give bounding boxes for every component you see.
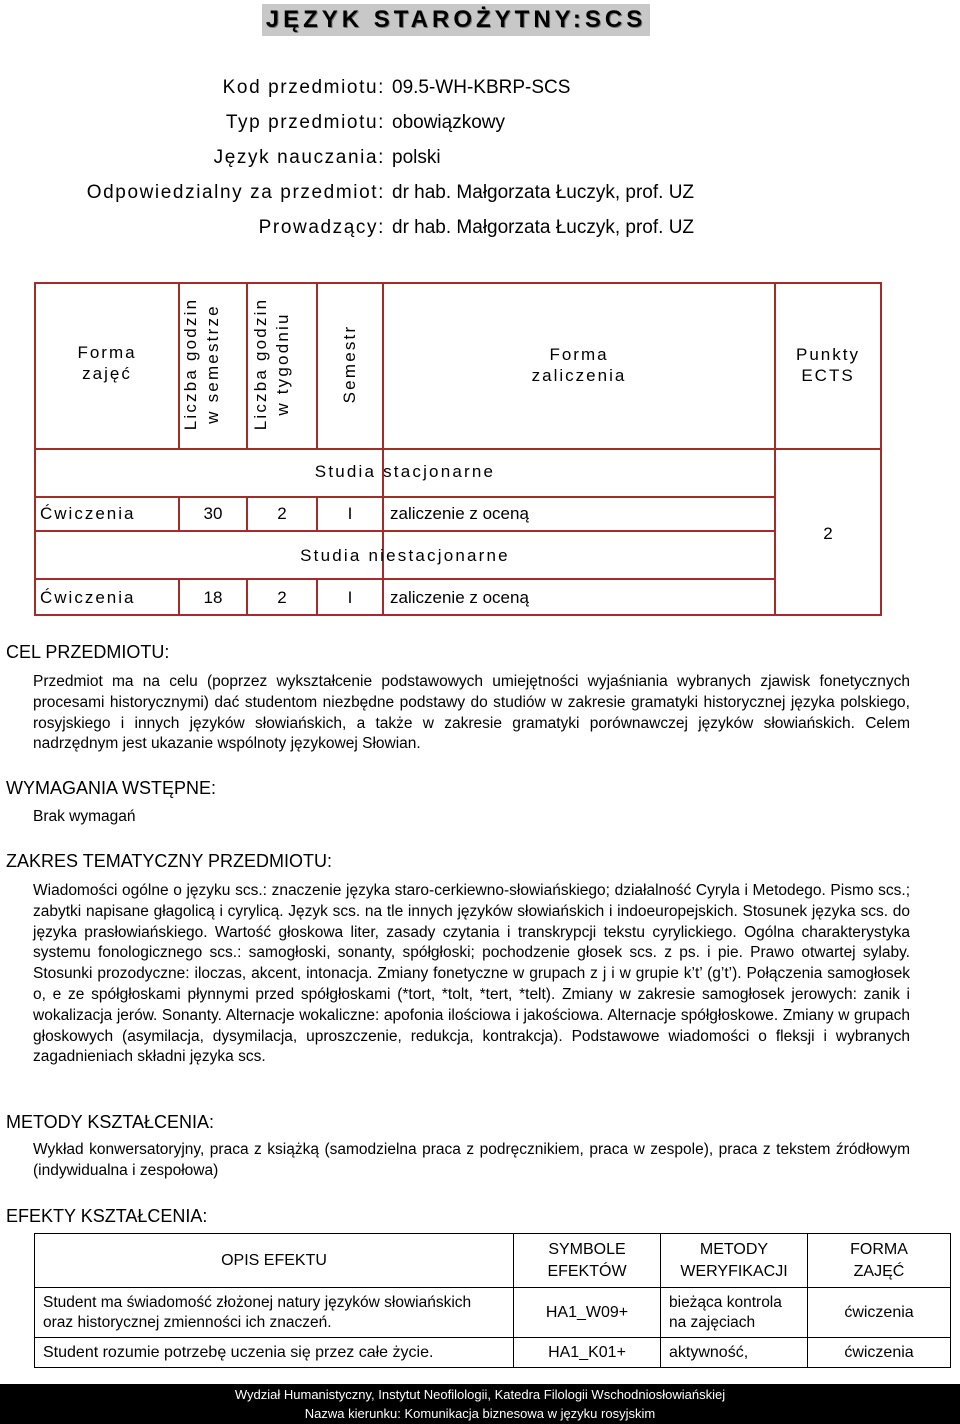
row-stac-forma: Ćwiczenia [40, 504, 136, 523]
header-text: w semestrze [203, 304, 222, 424]
row-stac-zaliczenie: zaliczenie z oceną [390, 504, 529, 523]
row-niestac-godz-sem: 18 [203, 588, 223, 607]
efekt-symbol: HA1_W09+ [514, 1288, 661, 1338]
label-niestacjonarne: Studia niestacjonarne [300, 546, 510, 565]
table-row [35, 1338, 951, 1368]
header-text: Semestr [340, 324, 359, 404]
info-value: dr hab. Małgorzata Łuczyk, prof. UZ [392, 182, 695, 203]
info-value: polski [392, 147, 441, 168]
header-forma-zajec [36, 342, 178, 384]
row-stac-semestr: I [347, 504, 353, 523]
info-label: Kod przedmiotu: [222, 77, 385, 98]
efekt-metoda: aktywność, [661, 1338, 808, 1368]
header-text: zajęć [82, 364, 132, 383]
info-label: Odpowiedzialny za przedmiot: [86, 182, 385, 203]
footer-line-1: Wydział Humanistyczny, Instytut Neofilologii, Katedra Filologii Wschodniosłowiańskiej [234, 1387, 726, 1402]
col-text: EFEKTÓW [547, 1262, 627, 1280]
heading-zakres: ZAKRES TEMATYCZNY PRZEDMIOTU: [6, 851, 333, 871]
row-niestac-godz-tyg: 2 [277, 588, 287, 607]
text-wymagania: Brak wymagań [33, 808, 136, 825]
text-cel: Przedmiot ma na celu (poprzez wykształcenie podstawowych umiejętności wyjaśniania wybranych zjawisk fonetycznych procesami historycznymi) dać studentom niezbędne podstawy do studiów w zakresie gramatyki historycznej języka polskiego, rosyjskiego i innych języków słowiańskich, a także w zakresie gramatyki porównawczej języków słowiańskich. Celem nadrzędnym jest ukazanie wspólnoty językowej Słowian. [33, 673, 910, 753]
efekty-table [34, 1233, 951, 1368]
label-stacjonarne: Studia stacjonarne [314, 462, 496, 481]
row-niestac-zaliczenie: zaliczenie z oceną [390, 588, 529, 607]
efekt-opis: Student rozumie potrzebę uczenia się przez całe życie. [35, 1338, 514, 1368]
heading-wymagania: WYMAGANIA WSTĘPNE: [6, 778, 217, 798]
info-label: Typ przedmiotu: [225, 112, 385, 133]
efekt-opis: Student ma świadomość złożonej natury języków słowiańskich oraz historycznej zmienności ich znaczeń. [35, 1288, 514, 1338]
info-value: 09.5-WH-KBRP-SCS [392, 77, 571, 98]
heading-cel: CEL PRZEDMIOTU: [6, 642, 170, 662]
efekt-forma: ćwiczenia [808, 1288, 951, 1338]
course-table [34, 282, 882, 616]
header-text: w tygodniu [273, 312, 292, 416]
header-text: ECTS [801, 366, 855, 385]
row-niestac-semestr: I [347, 588, 353, 607]
efekt-symbol: HA1_K01+ [514, 1338, 661, 1368]
col-text: METODY [699, 1240, 769, 1258]
col-text: ZAJĘĆ [853, 1262, 905, 1280]
col-opis-efektu: OPIS EFEKTU [35, 1234, 514, 1288]
ects-value: 2 [823, 524, 833, 543]
heading-metody: METODY KSZTAŁCENIA: [6, 1112, 215, 1132]
info-value: obowiązkowy [392, 112, 505, 133]
header-text: Punkty [796, 345, 860, 364]
col-metody [661, 1234, 808, 1288]
col-text: SYMBOLE [548, 1240, 626, 1258]
header-semestr [339, 294, 361, 434]
header-text: Forma [549, 345, 609, 364]
col-text: WERYFIKACJI [680, 1262, 788, 1280]
col-symbole [514, 1234, 661, 1288]
header-text: Liczba godzin [181, 297, 200, 431]
table-row [35, 1288, 951, 1338]
row-niestac-forma: Ćwiczenia [40, 588, 136, 607]
efekt-forma: ćwiczenia [808, 1338, 951, 1368]
row-stac-godz-sem: 30 [203, 504, 223, 523]
header-text: Forma [77, 343, 137, 362]
header-liczba-semestr [180, 294, 224, 434]
header-text: Liczba godzin [251, 297, 270, 431]
heading-efekty: EFEKTY KSZTAŁCENIA: [6, 1206, 208, 1226]
text-metody: Wykład konwersatoryjny, praca z książką (samodzielna praca z podręcznikiem, praca w zespole), praca z tekstem źródłowym (indywidualna i zespołowa) [33, 1141, 910, 1179]
header-forma-zaliczenia [384, 344, 774, 386]
page-title: JĘZYK STAROŻYTNY:SCS [262, 4, 650, 36]
table-header-row [35, 1234, 951, 1288]
col-text: FORMA [850, 1240, 908, 1258]
efekt-metoda: bieżąca kontrola na zajęciach [661, 1288, 808, 1338]
text-zakres: Wiadomości ogólne o języku scs.: znaczenie języka staro-cerkiewno-słowiańskiego; działalność Cyryla i Metodego. Pismo scs.; zabytki napisane głagolicą i cyrylicą. Język scs. na tle innych języków słowiańskich i indoeuropejskich. Stosunek języka scs. do języka prasłowiańskiego. Wartość głoskowa liter, zasady czytania i transkrypcji tekstu cyrylickiego. Ogólna charakterystyka systemu fonologicznego scs.: samogłoski, sonanty, spółgłoski; pochodzenie głosek scs. z ps. i pie. Prawo otwartej sylaby. Stosunki prozodyczne: iloczas, akcent, intonacja. Zmiany fonetyczne w grupach z j i w grupie k’t’ (g’t’). Połączenia samogłosek o, e ze spółgłoskami płynnymi przed spółgłoskami (*tort, *tolt, *tert, *telt). Zmiany w zakresie samogłosek jerowych: zanik i wokalizacja jerów. Sonanty. Alternacje wokaliczne: apofonia ilościowa i jakościowa. Alternacje spółgłoskowe. Zmiany w grupach głoskowych (asymilacja, dysymilacja, uproszczenie, redukcja, kontrakcja). Podstawowe wiadomości o fleksji i wybranych zagadnieniach składni języka scs. [33, 882, 910, 1066]
info-label: Prowadzący: [258, 217, 385, 238]
col-forma [808, 1234, 951, 1288]
row-stac-godz-tyg: 2 [277, 504, 287, 523]
info-value: dr hab. Małgorzata Łuczyk, prof. UZ [392, 217, 695, 238]
info-label: Język nauczania: [213, 147, 385, 168]
header-liczba-tydzien [250, 294, 294, 434]
header-punkty-ects [776, 344, 880, 386]
footer-line-2: Nazwa kierunku: Komunikacja biznesowa w języku rosyjskim [304, 1406, 656, 1421]
header-text: zaliczenia [531, 366, 627, 385]
